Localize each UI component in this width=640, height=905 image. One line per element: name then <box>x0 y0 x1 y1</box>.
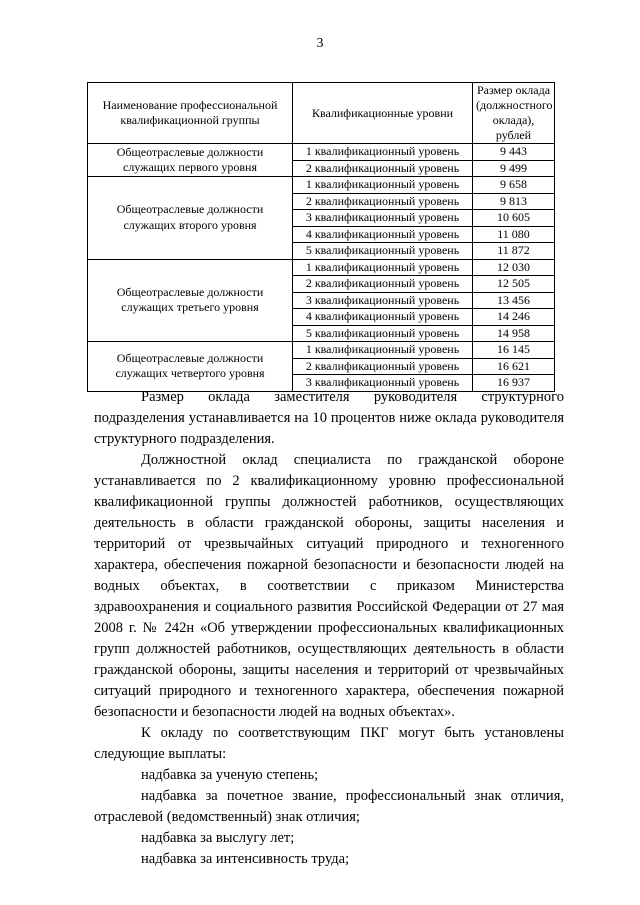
payment-item: надбавка за почетное звание, профессиональный знак отличия, отраслевой (ведомственный) знак отличия; <box>94 788 564 825</box>
header-salary: Размер оклада (должностного оклада), рублей <box>473 83 555 144</box>
salary-table <box>87 82 555 392</box>
level-cell: 3 квалификационный уровень <box>293 292 473 309</box>
table-row <box>88 144 555 161</box>
header-level: Квалификационные уровни <box>293 83 473 144</box>
level-cell: 1 квалификационный уровень <box>293 259 473 276</box>
level-cell: 2 квалификационный уровень <box>293 160 473 177</box>
level-cell: 3 квалификационный уровень <box>293 210 473 227</box>
salary-cell: 16 145 <box>473 342 555 359</box>
level-cell: 5 квалификационный уровень <box>293 243 473 260</box>
level-cell: 4 квалификационный уровень <box>293 226 473 243</box>
salary-cell: 16 937 <box>473 375 555 392</box>
paragraph: Размер оклада заместителя руководителя структурного подразделения устанавливается на 10 процентов ниже оклада руководителя структурного подразделения. <box>94 389 564 447</box>
level-cell: 1 квалификационный уровень <box>293 144 473 161</box>
salary-cell: 9 499 <box>473 160 555 177</box>
paragraph: Должностной оклад специалиста по гражданской обороне устанавливается по 2 квалификационному уровню профессиональной квалификационной группы должностей работников, осуществляющих деятельность в области гражданской обороны, защиты населения и территорий от чрезвычайных ситуаций природного и техногенного характера, обеспечения пожарной безопасности и безопасности людей на водных объектах, в соответствии с приказом Министерства здравоохранения и социального развития Российской Федерации от 27 мая 2008 г. № 242н «Об утверждении профессиональных квалификационных групп должностей работников, осуществляющих деятельность в области гражданской обороны, защиты населения и территорий от чрезвычайных ситуаций природного и техногенного характера, обеспечения пожарной безопасности и безопасности людей на водных объектах». <box>94 452 564 720</box>
salary-cell: 9 658 <box>473 177 555 194</box>
salary-cell: 11 080 <box>473 226 555 243</box>
level-cell: 1 квалификационный уровень <box>293 342 473 359</box>
level-cell: 2 квалификационный уровень <box>293 276 473 293</box>
body-text <box>94 387 564 870</box>
table-row <box>88 259 555 276</box>
payment-item: надбавка за выслугу лет; <box>141 830 295 846</box>
group-name-cell: Общеотраслевые должности служащих первого уровня <box>88 144 293 177</box>
level-cell: 4 квалификационный уровень <box>293 309 473 326</box>
payment-item: надбавка за ученую степень; <box>141 767 319 783</box>
level-cell: 2 квалификационный уровень <box>293 193 473 210</box>
level-cell: 3 квалификационный уровень <box>293 375 473 392</box>
salary-cell: 10 605 <box>473 210 555 227</box>
table-row <box>88 342 555 359</box>
salary-cell: 14 246 <box>473 309 555 326</box>
page-number: 3 <box>316 36 324 51</box>
group-name-cell: Общеотраслевые должности служащих третьего уровня <box>88 259 293 342</box>
group-name-cell: Общеотраслевые должности служащих четвертого уровня <box>88 342 293 392</box>
group-name-cell: Общеотраслевые должности служащих второго уровня <box>88 177 293 260</box>
salary-cell: 12 505 <box>473 276 555 293</box>
salary-cell: 9 443 <box>473 144 555 161</box>
salary-cell: 16 621 <box>473 358 555 375</box>
salary-cell: 13 456 <box>473 292 555 309</box>
payment-item: надбавка за интенсивность труда; <box>141 851 350 867</box>
table-row <box>88 177 555 194</box>
table-header-row <box>88 83 555 144</box>
salary-cell: 14 958 <box>473 325 555 342</box>
table-body <box>88 144 555 392</box>
salary-cell: 9 813 <box>473 193 555 210</box>
level-cell: 5 квалификационный уровень <box>293 325 473 342</box>
salary-cell: 12 030 <box>473 259 555 276</box>
salary-cell: 11 872 <box>473 243 555 260</box>
paragraph: К окладу по соответствующим ПКГ могут быть установлены следующие выплаты: <box>94 725 564 762</box>
header-group: Наименование профессиональной квалификационной группы <box>88 83 293 144</box>
level-cell: 1 квалификационный уровень <box>293 177 473 194</box>
level-cell: 2 квалификационный уровень <box>293 358 473 375</box>
